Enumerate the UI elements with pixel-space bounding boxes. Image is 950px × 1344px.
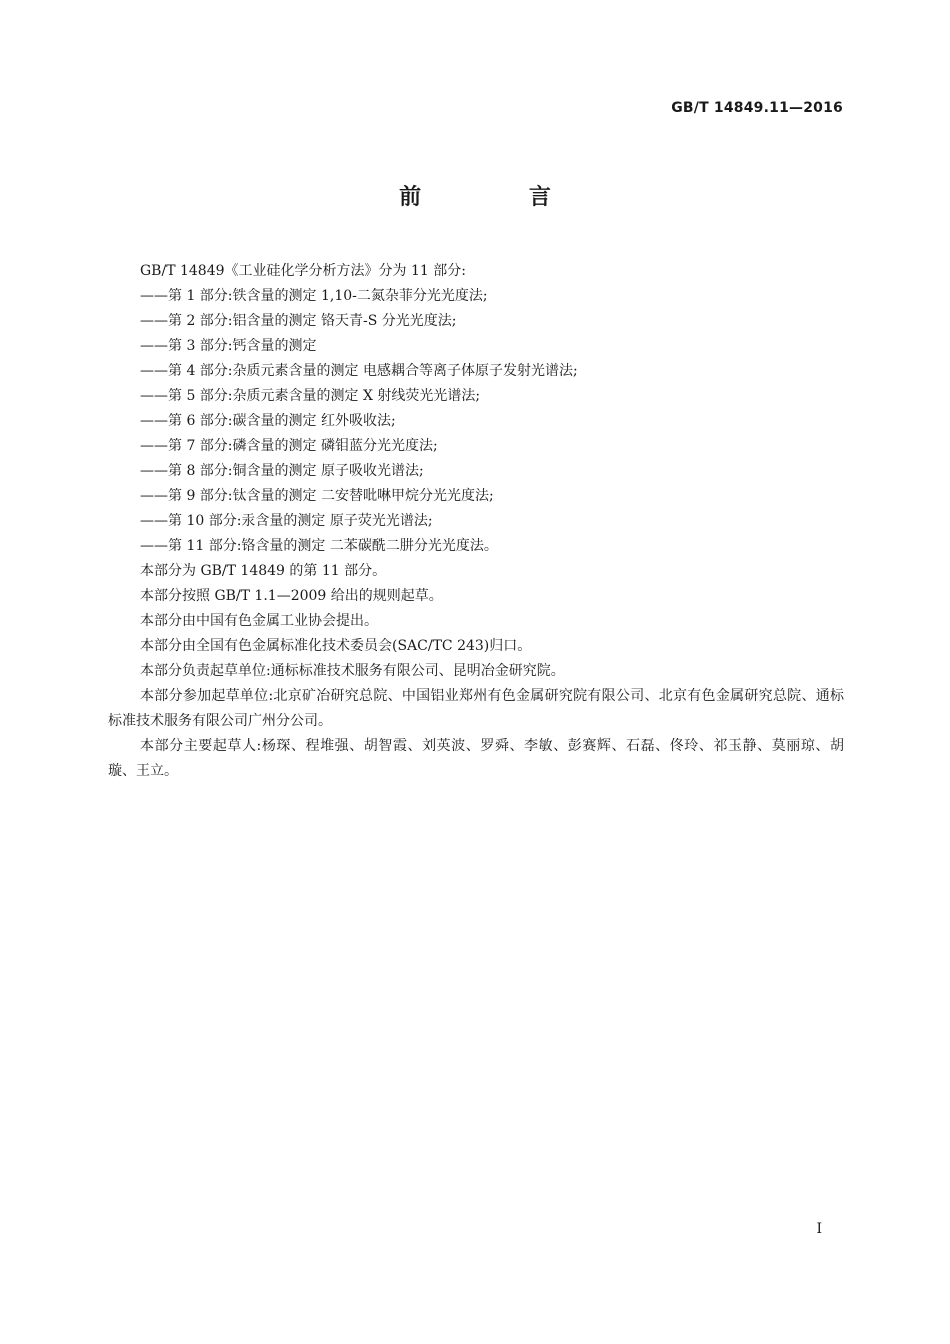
foreword-content	[108, 259, 844, 784]
list-item: ——第 11 部分:铬含量的测定 二苯碳酰二肼分光光度法。	[140, 538, 498, 554]
paragraph-proposer: 本部分由中国有色金属工业协会提出。	[140, 613, 378, 629]
intro-paragraph: GB/T 14849《工业硅化学分析方法》分为 11 部分:	[140, 263, 466, 279]
list-item: ——第 1 部分:铁含量的测定 1,10-二氮杂菲分光光度法;	[140, 288, 488, 304]
page-title: 前 言	[399, 185, 601, 210]
list-item: ——第 3 部分:钙含量的测定	[140, 338, 317, 354]
paragraph-part-number: 本部分为 GB/T 14849 的第 11 部分。	[140, 563, 387, 579]
page-number: I	[816, 1221, 822, 1237]
paragraph-lead-drafters: 本部分负责起草单位:通标标准技术服务有限公司、昆明冶金研究院。	[140, 663, 565, 679]
list-item: ——第 5 部分:杂质元素含量的测定 X 射线荧光光谱法;	[140, 388, 481, 404]
list-item: ——第 8 部分:铜含量的测定 原子吸收光谱法;	[140, 463, 424, 479]
parts-list	[108, 284, 844, 559]
standard-code-header: GB/T 14849.11—2016	[671, 100, 843, 116]
paragraph-committee: 本部分由全国有色金属标准化技术委员会(SAC/TC 243)归口。	[140, 638, 532, 654]
list-item: ——第 4 部分:杂质元素含量的测定 电感耦合等离子体原子发射光谱法;	[140, 363, 578, 379]
paragraph-main-drafters: 本部分主要起草人:杨琛、程堆强、胡智霞、刘英波、罗舜、李敏、彭赛辉、石磊、佟玲、祁玉静、莫丽琼、胡璇、王立。	[108, 738, 844, 779]
paragraph-participating-drafters: 本部分参加起草单位:北京矿冶研究总院、中国铝业郑州有色金属研究院有限公司、北京有色金属研究总院、通标标准技术服务有限公司广州分公司。	[108, 688, 844, 729]
list-item: ——第 2 部分:铝含量的测定 铬天青-S 分光光度法;	[140, 313, 457, 329]
list-item: ——第 9 部分:钛含量的测定 二安替吡啉甲烷分光光度法;	[140, 488, 494, 504]
paragraph-drafting-rules: 本部分按照 GB/T 1.1—2009 给出的规则起草。	[140, 588, 443, 604]
list-item: ——第 6 部分:碳含量的测定 红外吸收法;	[140, 413, 396, 429]
list-item: ——第 7 部分:磷含量的测定 磷钼蓝分光光度法;	[140, 438, 438, 454]
list-item: ——第 10 部分:汞含量的测定 原子荧光光谱法;	[140, 513, 433, 529]
